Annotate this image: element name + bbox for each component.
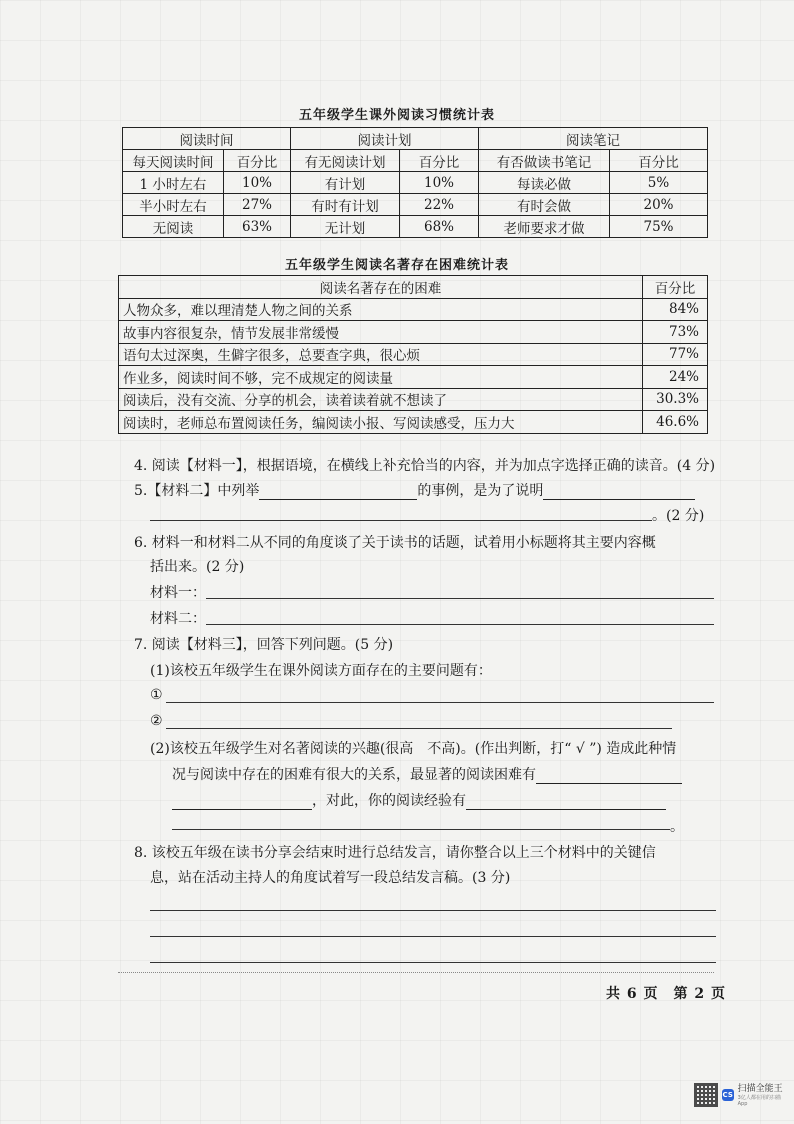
subheader: 有否做读书笔记 [479, 150, 610, 172]
question-7-2-line3 [172, 790, 666, 810]
column-header: 百分比 [643, 276, 708, 299]
answer-line[interactable] [150, 962, 716, 963]
cell: 5% [610, 172, 708, 194]
group-header: 阅读计划 [291, 128, 479, 150]
scanner-text [738, 1084, 790, 1107]
material-1-label: 材料一： [150, 585, 206, 601]
cell: 有计划 [291, 172, 400, 194]
group-header: 阅读笔记 [479, 128, 708, 150]
question-7-1: (1)该校五年级学生在课外阅读方面存在的主要问题有： [150, 663, 492, 679]
cell: 阅读时，老师总布置阅读任务，编阅读小报、写阅读感受，压力大 [119, 411, 643, 434]
answer-line[interactable] [150, 520, 652, 521]
circle-two: ② [150, 713, 163, 729]
answer-line[interactable] [206, 598, 714, 599]
cell: 75% [610, 216, 708, 238]
column-header: 阅读名著存在的困难 [119, 276, 643, 299]
cell: 作业多，阅读时间不够，完不成规定的阅读量 [119, 366, 643, 389]
cell: 无计划 [291, 216, 400, 238]
question-5 [134, 480, 695, 500]
cell: 84% [643, 298, 708, 321]
subheader: 百分比 [224, 150, 291, 172]
table2-title: 五年级学生阅读名著存在困难统计表 [284, 258, 509, 273]
table-row [123, 172, 708, 194]
cell: 30.3% [643, 388, 708, 411]
table-header-row [119, 276, 708, 299]
table1-title: 五年级学生课外阅读习惯统计表 [298, 108, 495, 123]
answer-line[interactable] [166, 702, 714, 703]
cell: 24% [643, 366, 708, 389]
cell: 20% [610, 194, 708, 216]
cell: 半小时左右 [123, 194, 224, 216]
answer-line[interactable] [150, 936, 716, 937]
answer-blank[interactable] [536, 769, 682, 784]
question-5-end: 。(2 分) [652, 508, 705, 524]
question-6-line2: 括出来。(2 分) [150, 559, 245, 575]
cell: 63% [224, 216, 291, 238]
reading-difficulty-table [118, 275, 708, 434]
cell: 10% [224, 172, 291, 194]
answer-line[interactable] [172, 829, 670, 830]
table-row [119, 298, 708, 321]
question-8-line1: 8. 该校五年级在读书分享会结束时进行总结发言，请你整合以上三个材料中的关键信 [134, 845, 656, 861]
cell: 有时有计划 [291, 194, 400, 216]
qr-code-icon [694, 1083, 718, 1107]
subheader: 每天阅读时间 [123, 150, 224, 172]
question-5-part-b: 的事例，是为了说明 [417, 483, 544, 499]
table-row [119, 366, 708, 389]
cell: 故事内容很复杂，情节发展非常缓慢 [119, 321, 643, 344]
answer-blank[interactable] [466, 795, 666, 810]
cell: 语句太过深奥，生僻字很多，总要查字典，很心烦 [119, 343, 643, 366]
cell: 22% [400, 194, 479, 216]
answer-blank[interactable] [543, 485, 695, 500]
cell: 老师要求才做 [479, 216, 610, 238]
table-row [119, 388, 708, 411]
answer-line[interactable] [166, 728, 672, 729]
answer-blank[interactable] [259, 485, 417, 500]
question-7-2-text: 况与阅读中存在的困难有很大的关系，最显著的阅读困难有 [172, 767, 536, 783]
scanner-sub-label: 3亿人都在用的扫描App [737, 1094, 781, 1107]
subheader: 百分比 [610, 150, 708, 172]
cell: 10% [400, 172, 479, 194]
cell: 无阅读 [123, 216, 224, 238]
question-5-part-a: 5.【材料二】中列举 [134, 483, 260, 499]
cell: 阅读后，没有交流、分享的机会，读着读着就不想读了 [119, 388, 643, 411]
answer-line[interactable] [206, 624, 714, 625]
cell: 46.6% [643, 411, 708, 434]
question-7: 7. 阅读【材料三】，回答下列问题。(5 分) [134, 637, 394, 653]
subheader: 百分比 [400, 150, 479, 172]
answer-blank[interactable] [172, 795, 312, 810]
page-number: 共 6 页 第 2 页 [606, 986, 726, 1002]
question-8-line2: 息，站在活动主持人的角度试着写一段总结发言稿。(3 分) [150, 870, 511, 886]
question-7-2-line2 [172, 764, 682, 784]
table-row [119, 411, 708, 434]
cell: 人物众多，难以理清楚人物之间的关系 [119, 298, 643, 321]
table-subheader-row [123, 150, 708, 172]
question-7-end: 。 [670, 819, 684, 835]
answer-line[interactable] [150, 910, 716, 911]
cell: 27% [224, 194, 291, 216]
subheader: 有无阅读计划 [291, 150, 400, 172]
cell: 每读必做 [479, 172, 610, 194]
table-row [123, 216, 708, 238]
scanner-label: 扫描全能王 [737, 1083, 783, 1094]
reading-habits-table [122, 127, 708, 238]
camscanner-logo-icon: CS [722, 1091, 733, 1099]
material-2-label: 材料二： [150, 611, 206, 627]
table-row [119, 343, 708, 366]
group-header: 阅读时间 [123, 128, 291, 150]
question-7-2-line1: (2)该校五年级学生对名著阅读的兴趣(很高 不高)。(作出判断，打“ √ ”) 造成此种情 [150, 741, 677, 757]
cell: 73% [643, 321, 708, 344]
question-6-line1: 6. 材料一和材料二从不同的角度谈了关于读书的话题，试着用小标题将其主要内容概 [134, 535, 656, 551]
cell: 有时会做 [479, 194, 610, 216]
table-group-row [123, 128, 708, 150]
cell: 68% [400, 216, 479, 238]
circle-one: ① [150, 687, 163, 703]
scanner-watermark [694, 1082, 790, 1108]
table-row [119, 321, 708, 344]
table-row [123, 194, 708, 216]
cell: 77% [643, 343, 708, 366]
question-7-2-text: ，对此，你的阅读经验有 [312, 793, 466, 809]
cell: 1 小时左右 [123, 172, 224, 194]
question-4: 4. 阅读【材料一】，根据语境，在横线上补充恰当的内容，并为加点字选择正确的读音。(4 分) [134, 458, 716, 474]
page-divider [118, 972, 714, 973]
